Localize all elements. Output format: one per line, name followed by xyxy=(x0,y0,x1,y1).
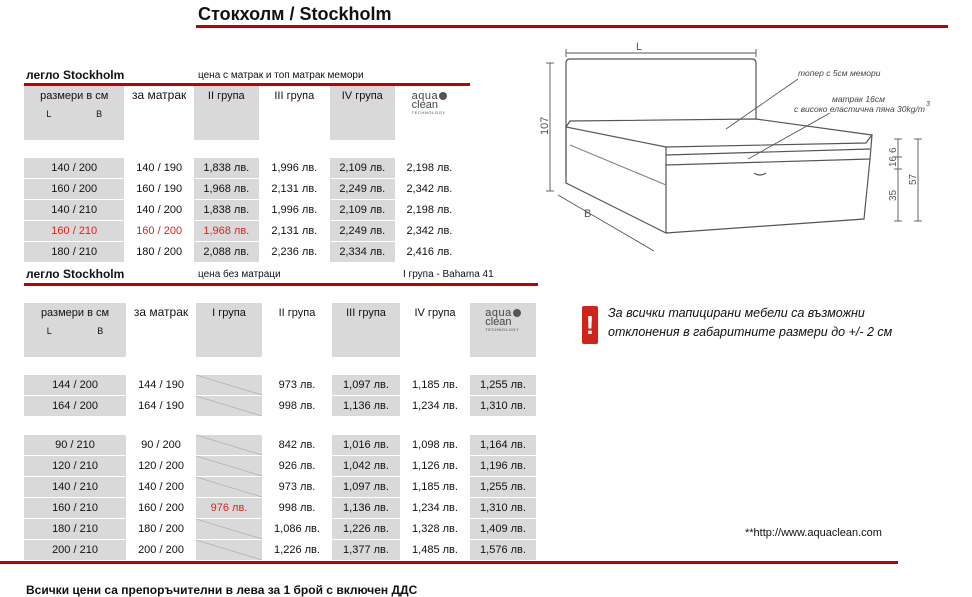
table-row: 90 / 210 90 / 200 842 лв. 1,016 лв. 1,098 лв. 1,164 лв. xyxy=(24,435,536,456)
table-row: 140 / 200 140 / 190 1,838 лв. 1,996 лв. 2,109 лв. 2,198 лв. xyxy=(24,158,462,179)
mattress-label-sup: 3 xyxy=(926,101,930,108)
col-mattress-header: за матрак xyxy=(126,86,191,128)
table-row: 144 / 200 144 / 190 973 лв. 1,097 лв. 1,185 лв. 1,255 лв. xyxy=(24,375,536,396)
col-group2-header: II група xyxy=(264,303,330,345)
col-group4-header: IV група xyxy=(402,303,468,345)
dim-total-label: 57 xyxy=(908,173,919,185)
bed-dimension-diagram xyxy=(530,35,940,265)
table-row: 164 / 200 164 / 190 998 лв. 1,136 лв. 1,234 лв. 1,310 лв. xyxy=(24,396,536,417)
table-row-highlighted: 160 / 210 160 / 200 1,968 лв. 2,131 лв. 2,249 лв. 2,342 лв. xyxy=(24,221,462,242)
col-group2-header: II група xyxy=(194,86,259,128)
exclamation-icon: ! xyxy=(582,306,598,344)
dim-height-label: 107 xyxy=(539,116,551,135)
col-group1-header: I група xyxy=(196,303,262,345)
page-title: Стокхолм / Stockholm xyxy=(198,4,392,24)
tolerance-warning: За всички тапицирани мебели са възможни отклонения в габаритните размери до +/- 2 см xyxy=(608,306,893,339)
table1-name: легло Stockholm xyxy=(26,68,125,82)
mattress-label-1: матрак 16см xyxy=(832,94,885,104)
col-group4-header: IV група xyxy=(330,86,395,128)
col-sizes-header: размери в см L B xyxy=(24,86,124,128)
dim-mattress-label: 16 xyxy=(888,155,899,167)
table-row: 140 / 210 140 / 200 1,838 лв. 1,996 лв. 2,109 лв. 2,198 лв. xyxy=(24,200,462,221)
bottom-rule xyxy=(0,561,898,564)
aquaclean-logo: aqua clean TECHNOLOGY xyxy=(397,86,462,128)
aquaclean-logo: aqua clean TECHNOLOGY xyxy=(470,303,536,345)
table1-subtitle: цена с матрак и топ матрак мемори xyxy=(198,70,364,81)
col-mattress-header: за матрак xyxy=(128,303,194,345)
table2-rule xyxy=(24,283,538,286)
table-row: 120 / 210 120 / 200 926 лв. 1,042 лв. 1,126 лв. 1,196 лв. xyxy=(24,456,536,477)
table2-name: легло Stockholm xyxy=(26,267,125,281)
topper-label: топер с 5см мемори xyxy=(798,68,881,78)
price-footnote: Всички цени са препоръчителни в лева за 1 брой с включен ДДС xyxy=(26,583,418,597)
table-row: 200 / 210 200 / 200 1,226 лв. 1,377 лв. 1,485 лв. 1,576 лв. xyxy=(24,540,536,561)
table2-group-note: I група - Bahama 41 xyxy=(403,269,494,280)
aquaclean-url: **http://www.aquaclean.com xyxy=(745,527,882,539)
dim-length-label: L xyxy=(636,41,643,53)
dim-base-label: 35 xyxy=(888,189,899,201)
col-group3-header: III група xyxy=(261,86,328,128)
table-row: 160 / 210 160 / 200 976 лв. 998 лв. 1,136 лв. 1,234 лв. 1,310 лв. xyxy=(24,498,536,519)
table-row: 160 / 200 160 / 190 1,968 лв. 2,131 лв. 2,249 лв. 2,342 лв. xyxy=(24,179,462,200)
table-row: 180 / 210 180 / 200 1,086 лв. 1,226 лв. 1,328 лв. 1,409 лв. xyxy=(24,519,536,540)
price-table-with-mattress xyxy=(22,86,464,263)
title-rule xyxy=(196,25,948,28)
table-row: 140 / 210 140 / 200 973 лв. 1,097 лв. 1,185 лв. 1,255 лв. xyxy=(24,477,536,498)
dim-topper-label: 6 xyxy=(888,147,899,153)
price-table-without-mattress xyxy=(22,303,538,561)
table-row: 180 / 210 180 / 200 2,088 лв. 2,236 лв. 2,334 лв. 2,416 лв. xyxy=(24,242,462,263)
mattress-label-2: с високо еластична пяна 30kg/m xyxy=(794,104,925,114)
col-sizes-header: размери в см L B xyxy=(24,303,126,345)
table2-subtitle: цена без матраци xyxy=(198,269,281,280)
dim-width-label: B xyxy=(584,208,592,220)
col-group3-header: III група xyxy=(332,303,400,345)
